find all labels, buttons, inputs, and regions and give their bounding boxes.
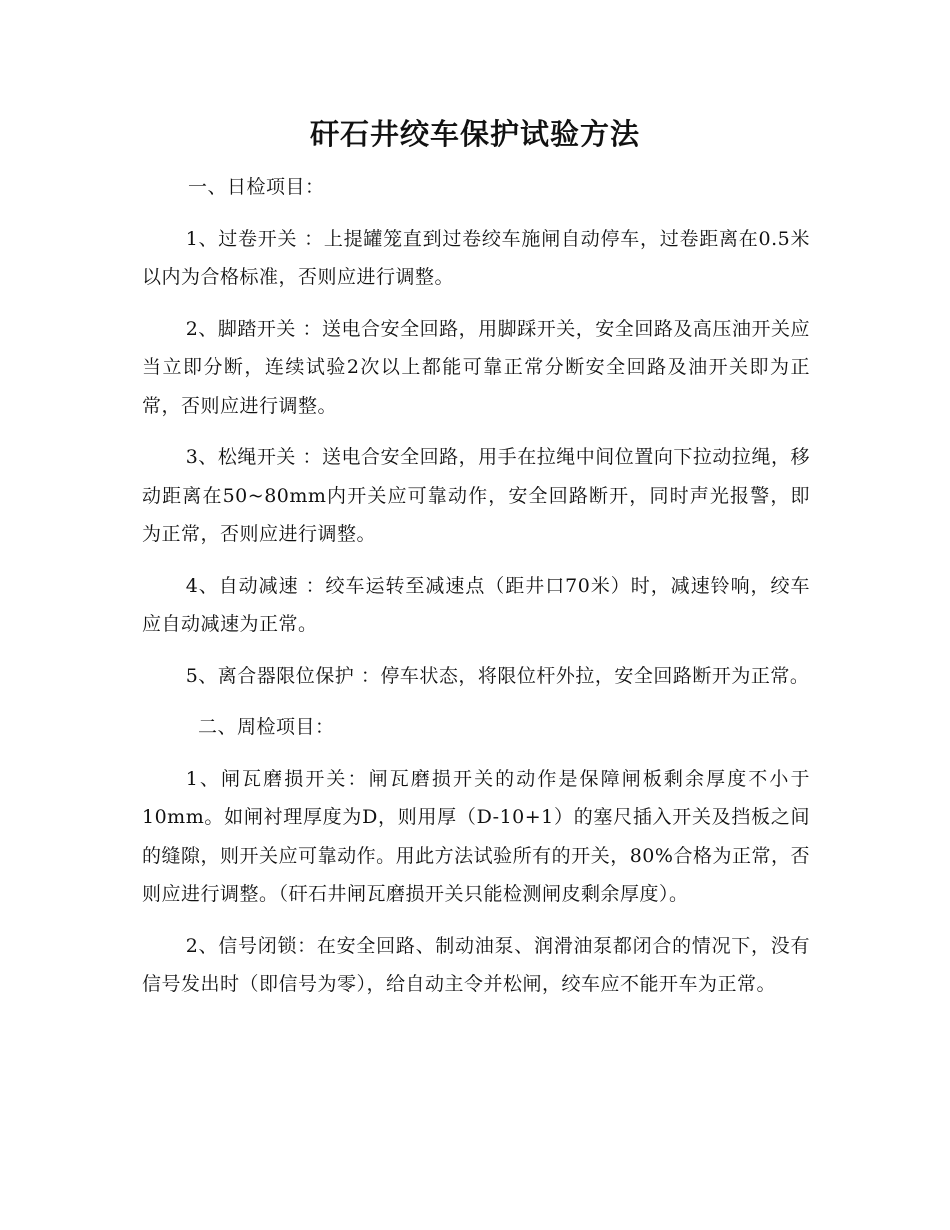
paragraph-signal-interlock: 2、信号闭锁：在安全回路、制动油泵、润滑油泵都闭合的情况下，没有信号发出时（即信号为零），给自动主令并松闸，绞车应不能开车为正常。 (142, 934, 810, 995)
paragraph-clutch-limit: 5、离合器限位保护 ：停车状态，将限位杆外拉，安全回路断开为正常。 (185, 664, 810, 687)
document-title: 矸石井绞车保护试验方法 (309, 117, 640, 151)
paragraph-brake-wear-switch: 1、闸瓦磨损开关：闸瓦磨损开关的动作是保障闸板剩余厚度不小于10mm。如闸衬理厚度为D，则用厚（D-10+1）的塞尺插入开关及挡板之间的缝隙，则开关应可靠动作。用此方法试验所有的开关，80%合格为正常，否则应进行调整。（矸石井闸瓦磨损开关只能检测闸皮剩余厚度）。 (142, 767, 810, 905)
paragraph-foot-switch: 2、脚踏开关 ：送电合安全回路，用脚踩开关，安全回路及高压油开关应当立即分断，连续试验2次以上都能可靠正常分断安全回路及油开关即为正常，否则应进行调整。 (142, 317, 810, 417)
paragraph-auto-deceleration: 4、自动减速 ：绞车运转至减速点（距井口70米）时，减速铃响，绞车应自动减速为正常。 (142, 574, 810, 635)
paragraph-overwind-switch: 1、过卷开关 ：上提罐笼直到过卷绞车施闸自动停车，过卷距离在0.5米以内为合格标准，否则应进行调整。 (142, 227, 810, 288)
section-heading-weekly: 二、周检项目： (198, 716, 335, 738)
paragraph-slack-rope-switch: 3、松绳开关 ：送电合安全回路，用手在拉绳中间位置向下拉动拉绳，移动距离在50~80mm内开关应可靠动作，安全回路断开，同时声光报警，即为正常，否则应进行调整。 (142, 446, 810, 545)
section-heading-daily: 一、日检项目： (188, 176, 325, 198)
document-body (142, 168, 810, 1017)
